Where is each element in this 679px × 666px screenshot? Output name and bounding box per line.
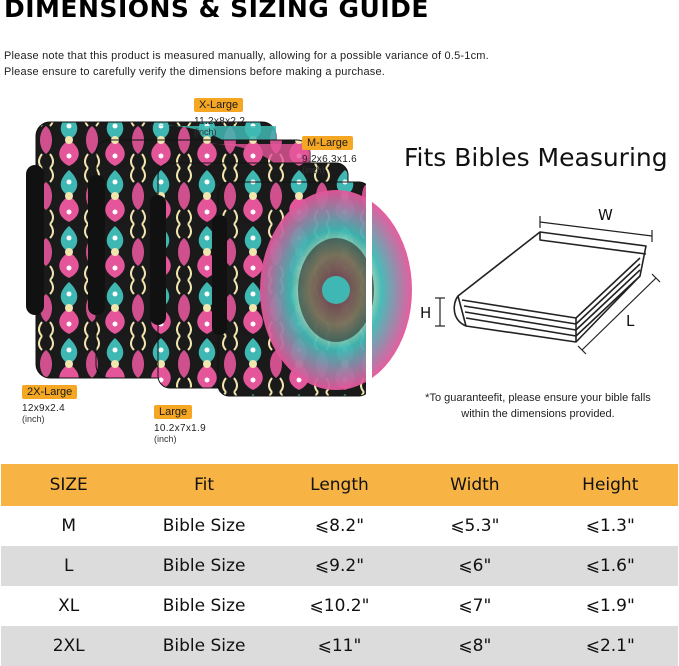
cell-width: ⩽5.3": [407, 506, 542, 546]
cell-size: XL: [1, 586, 136, 626]
size-unit: (inch): [154, 434, 177, 444]
table-row: [1, 546, 678, 586]
cell-size: 2XL: [1, 626, 136, 666]
cell-height: ⩽1.9": [543, 586, 678, 626]
header-fit: Fit: [136, 464, 271, 506]
width-label: W: [598, 206, 613, 224]
handle-strap: [150, 195, 166, 325]
cover-m-large: [218, 182, 412, 396]
cell-height: ⩽1.6": [543, 546, 678, 586]
size-unit: (inch): [302, 165, 325, 175]
size-dims: 12x9x2.4: [22, 403, 65, 414]
cell-length: ⩽8.2": [272, 506, 407, 546]
cell-width: ⩽7": [407, 586, 542, 626]
size-label-m-large: [302, 133, 357, 175]
table-row: [1, 506, 678, 546]
size-unit: (inch): [22, 414, 45, 424]
dimension-arrows: [435, 216, 660, 354]
size-tag: 2X-Large: [22, 385, 77, 399]
cell-height: ⩽2.1": [543, 626, 678, 666]
cell-fit: Bible Size: [136, 506, 271, 546]
length-label: L: [626, 312, 635, 330]
page-title: DIMENSIONS & SIZING GUIDE: [4, 0, 429, 23]
guarantee-note: [398, 390, 678, 422]
table-row: [1, 626, 678, 666]
table-header-row: [1, 464, 678, 506]
cell-width: ⩽8": [407, 626, 542, 666]
verify-note: Please ensure to carefully verify the dimensions before making a purchase.: [4, 66, 386, 78]
cell-length: ⩽9.2": [272, 546, 407, 586]
bible-diagram: [454, 232, 646, 342]
size-label-2x-large: [22, 382, 77, 424]
header-width: Width: [407, 464, 542, 506]
guarantee-line-1: *To guaranteefit, please ensure your bible falls: [425, 392, 651, 404]
header-size: SIZE: [1, 464, 136, 506]
cell-width: ⩽6": [407, 546, 542, 586]
size-tag: X-Large: [194, 98, 243, 112]
size-label-x-large: [194, 95, 245, 137]
height-label: H: [420, 304, 432, 322]
table-row: [1, 586, 678, 626]
cell-length: ⩽10.2": [272, 586, 407, 626]
cell-size: L: [1, 546, 136, 586]
guarantee-line-2: within the dimensions provided.: [461, 408, 615, 420]
size-tag: Large: [154, 405, 192, 419]
fits-bibles-title: Fits Bibles Measuring: [404, 143, 668, 172]
header-height: Height: [543, 464, 678, 506]
cell-size: M: [1, 506, 136, 546]
handle-strap: [212, 215, 227, 335]
handle-strap: [26, 165, 44, 315]
size-dims: 9.2x6.3x1.6: [302, 154, 358, 165]
cell-height: ⩽1.3": [543, 506, 678, 546]
size-label-large: [154, 402, 206, 444]
cell-fit: Bible Size: [136, 586, 271, 626]
cell-fit: Bible Size: [136, 546, 271, 586]
header-length: Length: [272, 464, 407, 506]
size-dims: 11.2x8x2.2: [194, 116, 246, 127]
size-unit: (inch): [194, 127, 217, 137]
size-tag: M-Large: [302, 136, 353, 150]
cell-length: ⩽11": [272, 626, 407, 666]
handle-strap: [88, 175, 105, 315]
size-table: [1, 464, 678, 666]
variance-note: Please note that this product is measured manually, allowing for a possible variance of 0.5-1cm.: [4, 50, 489, 62]
size-dims: 10.2x7x1.9: [154, 423, 206, 434]
cell-fit: Bible Size: [136, 626, 271, 666]
